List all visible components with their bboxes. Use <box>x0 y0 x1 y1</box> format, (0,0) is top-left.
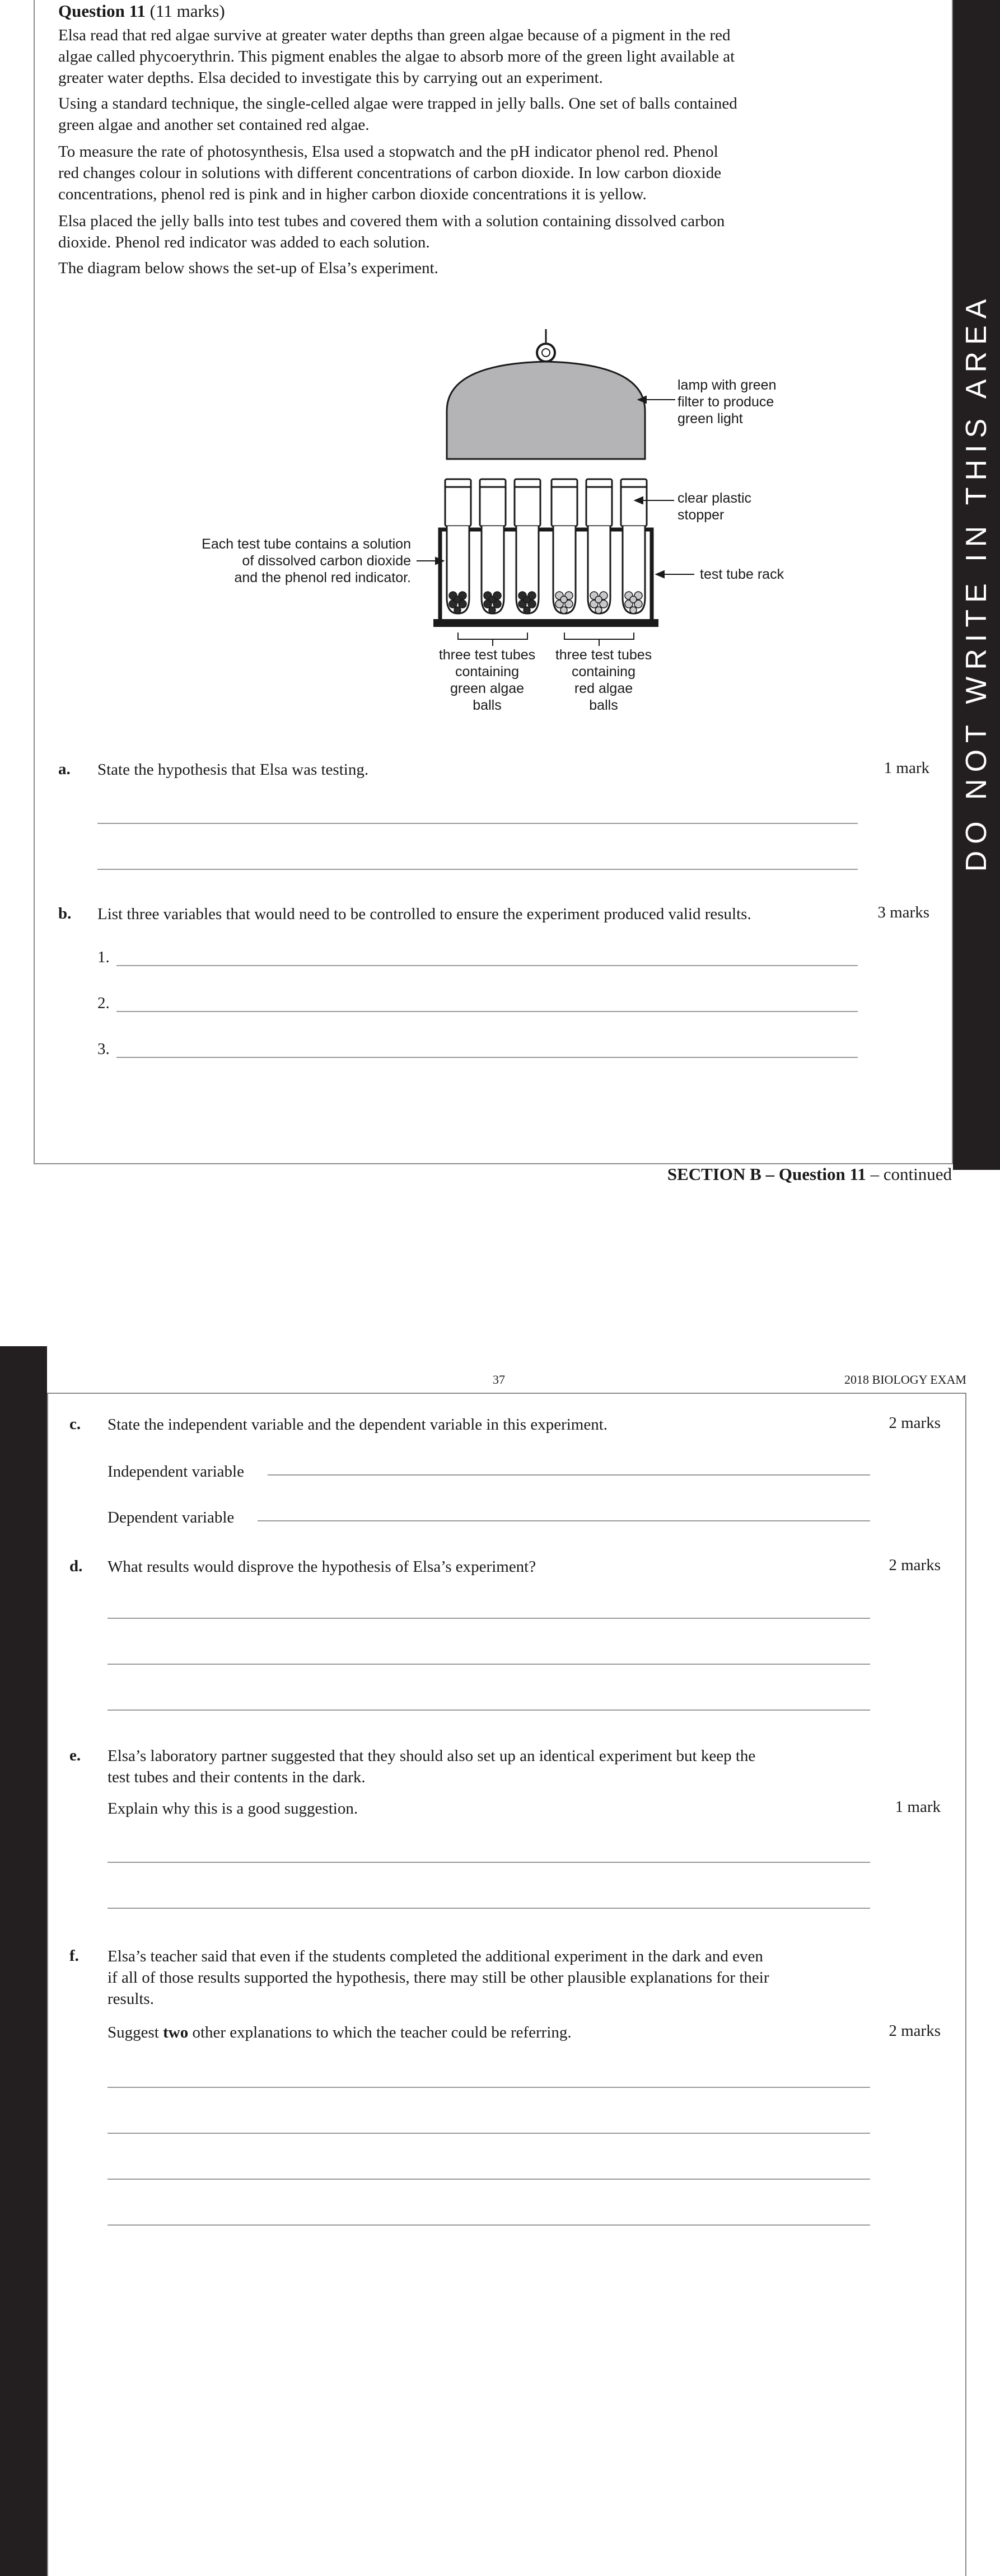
rack-label: test tube rack <box>700 566 784 582</box>
intro-line-1: Elsa read that red algae survive at greater water depths than green algae because of a pigment in the red <box>58 26 731 44</box>
intro-line-8: concentrations, phenol red is pink and in higher carbon dioxide concentrations it is yellow. <box>58 185 647 203</box>
part-f-marks: 2 marks <box>889 2022 941 2040</box>
margin-bar-left <box>0 1346 47 2576</box>
intro-line-4: Using a standard technique, the single-celled algae were trapped in jelly balls. One set of balls contained <box>58 95 737 113</box>
answer-line[interactable] <box>97 869 858 870</box>
red-group-label-4: balls <box>589 697 618 713</box>
part-d-marks: 2 marks <box>889 1556 941 1574</box>
answer-line[interactable] <box>108 2133 870 2134</box>
answer-line[interactable] <box>116 1011 858 1012</box>
part-a-letter: a. <box>58 760 71 778</box>
part-c-question: State the independent variable and the dependent variable in this experiment. <box>108 1416 608 1434</box>
answer-line[interactable] <box>116 1057 858 1058</box>
part-f-prompt-start: Suggest <box>108 2024 163 2041</box>
part-f-prompt <box>108 2022 572 2043</box>
answer-line[interactable] <box>108 2179 870 2180</box>
intro-line-6: To measure the rate of photosynthesis, Elsa used a stopwatch and the pH indicator phenol red. Phenol <box>58 143 718 161</box>
list-number-1: 1. <box>97 948 110 966</box>
list-number-2: 2. <box>97 994 110 1012</box>
part-b-letter: b. <box>58 905 72 922</box>
part-e-letter: e. <box>69 1746 81 1764</box>
answer-line[interactable] <box>108 1709 870 1711</box>
red-group-label-3: red algae <box>574 681 633 696</box>
lamp-label-3: green light <box>677 411 743 427</box>
experiment-diagram <box>0 0 1000 739</box>
list-number-3: 3. <box>97 1040 110 1058</box>
part-f-question-line-2: if all of those results supported the hypothesis, there may still be other plausible explanations for their <box>108 1969 769 1987</box>
answer-line[interactable] <box>108 2087 870 2088</box>
part-d-question: What results would disprove the hypothesis of Elsa’s experiment? <box>108 1558 536 1576</box>
part-e-question-line-2: test tubes and their contents in the dark. <box>108 1768 366 1786</box>
tube-label-1: Each test tube contains a solution <box>202 536 411 552</box>
intro-line-3: greater water depths. Elsa decided to investigate this by carrying out an experiment. <box>58 69 603 87</box>
test-tubes <box>447 526 645 613</box>
stopper-label-1: clear plastic <box>677 490 751 506</box>
answer-line[interactable] <box>116 965 858 966</box>
group-brackets <box>458 633 634 646</box>
intro-line-9: Elsa placed the jelly balls into test tubes and covered them with a solution containing dissolved carbon <box>58 212 725 230</box>
exam-header: 2018 BIOLOGY EXAM <box>844 1373 966 1387</box>
intro-line-5: green algae and another set contained red algae. <box>58 116 370 134</box>
test-tube-rack <box>440 530 652 621</box>
part-f-question-line-3: results. <box>108 1990 154 2008</box>
intro-line-11: The diagram below shows the set-up of Elsa’s experiment. <box>58 259 438 277</box>
part-a-question: State the hypothesis that Elsa was testing. <box>97 761 369 779</box>
rack-base <box>433 619 658 627</box>
stoppers <box>445 479 647 526</box>
tube-label-2: of dissolved carbon dioxide <box>242 553 411 569</box>
answer-line[interactable] <box>258 1520 870 1521</box>
green-group-label-3: green algae <box>450 681 525 696</box>
dependent-variable-label: Dependent variable <box>108 1509 235 1526</box>
answer-line[interactable] <box>108 2224 870 2226</box>
lamp-label-1: lamp with green <box>677 377 777 393</box>
answer-line[interactable] <box>108 1908 870 1909</box>
tube-label-3: and the phenol red indicator. <box>234 570 411 586</box>
answer-line[interactable] <box>97 823 858 824</box>
question-number: Question 11 <box>58 1 146 21</box>
footer-continued: – continued <box>866 1164 952 1184</box>
part-e-prompt: Explain why this is a good suggestion. <box>108 1800 358 1818</box>
independent-variable-label: Independent variable <box>108 1463 244 1481</box>
part-f-question-line-1: Elsa’s teacher said that even if the students completed the additional experiment in the dark and even <box>108 1947 763 1965</box>
part-b-question: List three variables that would need to be controlled to ensure the experiment produced valid results. <box>97 905 751 923</box>
part-f-prompt-emphasis: two <box>163 2024 189 2041</box>
question-marks: (11 marks) <box>149 1 225 21</box>
part-f-letter: f. <box>69 1947 79 1965</box>
answer-line[interactable] <box>108 1862 870 1863</box>
part-b-marks: 3 marks <box>877 903 929 921</box>
red-group-label-2: containing <box>572 664 635 680</box>
answer-line[interactable] <box>268 1474 870 1476</box>
intro-line-7: red changes colour in solutions with different concentrations of carbon dioxide. In low carbon dioxide <box>58 164 722 182</box>
page1-footer <box>616 1164 952 1184</box>
part-c-marks: 2 marks <box>889 1414 941 1432</box>
part-e-question-line-1: Elsa’s laboratory partner suggested that they should also set up an identical experiment but keep the <box>108 1747 756 1765</box>
answer-line[interactable] <box>108 1618 870 1619</box>
stopper-label-2: stopper <box>677 507 725 523</box>
green-group-label-2: containing <box>455 664 519 680</box>
do-not-write-notice: DO NOT WRITE IN THIS AREA <box>960 292 993 872</box>
green-group-label-4: balls <box>473 697 502 713</box>
intro-line-10: dioxide. Phenol red indicator was added to each solution. <box>58 233 430 251</box>
intro-line-2: algae called phycoerythrin. This pigment enables the algae to absorb more of the green light available at <box>58 48 735 65</box>
page-number: 37 <box>493 1373 505 1387</box>
part-e-marks: 1 mark <box>895 1798 941 1816</box>
red-group-label-1: three test tubes <box>555 647 652 663</box>
part-d-letter: d. <box>69 1557 83 1575</box>
part-c-letter: c. <box>69 1415 81 1433</box>
lamp-icon <box>447 362 645 459</box>
part-f-prompt-end: other explanations to which the teacher could be referring. <box>188 2024 572 2041</box>
part-a-marks: 1 mark <box>884 759 929 777</box>
lamp-label-2: filter to produce <box>677 394 774 410</box>
footer-section: SECTION B – Question 11 <box>667 1164 866 1184</box>
green-group-label-1: three test tubes <box>438 647 536 663</box>
answer-line[interactable] <box>108 1664 870 1665</box>
